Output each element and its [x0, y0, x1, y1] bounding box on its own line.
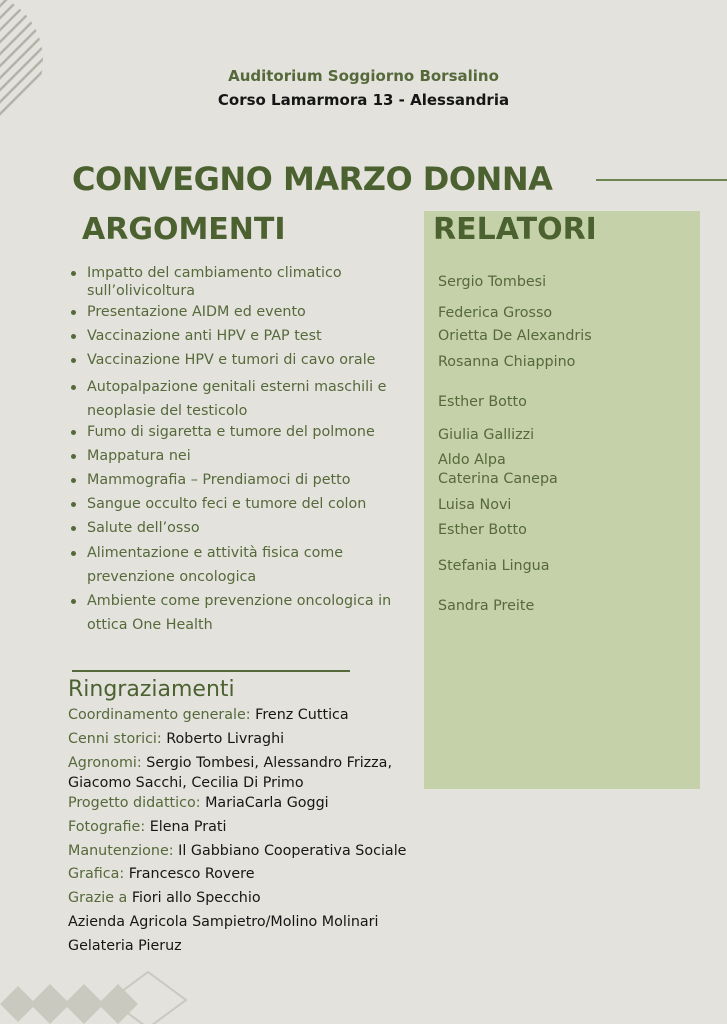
credit-role: Fotografie:	[68, 819, 146, 835]
credit-name: MariaCarla Goggi	[205, 795, 329, 811]
credit-role: Coordinamento generale:	[68, 707, 251, 723]
thanks-divider	[72, 670, 350, 672]
topic-item: Ambiente come prevenzione oncologica in ottica One Health	[68, 589, 413, 637]
speaker-name: Luisa Novi	[438, 497, 512, 513]
credit-line	[68, 731, 284, 747]
credit-name: Francesco Rovere	[128, 866, 255, 882]
topic-item: Autopalpazione genitali esterni maschili e neoplasie del testicolo	[68, 375, 413, 423]
speaker-name: Rosanna Chiappino	[438, 354, 576, 370]
credit-line	[68, 938, 182, 954]
speaker-name: Esther Botto	[438, 394, 527, 410]
topic-item: Alimentazione e attività fisica come prevenzione oncologica	[68, 541, 413, 589]
credit-name: Azienda Agricola Sampietro/Molino Molinari	[68, 914, 379, 930]
thanks-heading: Ringraziamenti	[68, 677, 235, 702]
speaker-name: Giulia Gallizzi	[438, 427, 535, 443]
topic-item: Vaccinazione HPV e tumori di cavo orale	[68, 351, 413, 369]
speaker-name: Stefania Lingua	[438, 558, 550, 574]
topic-item: Mappatura nei	[68, 447, 413, 465]
credit-role: Grafica:	[68, 866, 125, 882]
credit-line	[68, 755, 392, 771]
topic-item: Sangue occulto feci e tumore del colon	[68, 495, 413, 513]
credit-role: Manutenzione:	[68, 843, 174, 859]
topic-item: Vaccinazione anti HPV e PAP test	[68, 327, 413, 345]
speakers-heading: RELATORI	[433, 212, 597, 247]
credit-name: Giacomo Sacchi, Cecilia Di Primo	[68, 775, 304, 791]
topic-item: Presentazione AIDM ed evento	[68, 303, 413, 321]
speaker-name: Orietta De Alexandris	[438, 328, 592, 344]
credit-line	[68, 866, 255, 882]
topic-item: Fumo di sigaretta e tumore del polmone	[68, 423, 413, 441]
topics-list	[68, 264, 413, 637]
speaker-name: Caterina Canepa	[438, 471, 558, 487]
credit-name: Sergio Tombesi, Alessandro Frizza,	[146, 755, 392, 771]
credit-line	[68, 707, 349, 723]
page-title: CONVEGNO MARZO DONNA	[72, 160, 553, 198]
speaker-name: Sergio Tombesi	[438, 274, 547, 290]
credit-name: Fiori allo Specchio	[131, 890, 261, 906]
venue-address: Corso Lamarmora 13 - Alessandria	[217, 91, 510, 109]
credit-line	[68, 843, 406, 859]
diamond-pattern-decoration	[0, 970, 200, 1024]
title-divider	[596, 179, 727, 181]
speaker-name: Aldo Alpa	[438, 452, 506, 468]
credit-name: Il Gabbiano Cooperativa Sociale	[178, 843, 407, 859]
credit-line	[68, 914, 379, 930]
topic-item: Mammografia – Prendiamoci di petto	[68, 471, 413, 489]
credit-line	[68, 890, 261, 906]
speaker-name: Federica Grosso	[438, 305, 553, 321]
credit-role: Grazie a	[68, 890, 128, 906]
credit-line	[68, 775, 304, 791]
credit-line	[68, 795, 329, 811]
credit-line	[68, 819, 226, 835]
speaker-name: Sandra Preite	[438, 598, 535, 614]
topic-item: Impatto del cambiamento climatico sull’olivicoltura	[68, 264, 413, 300]
credit-name: Roberto Livraghi	[166, 731, 285, 747]
credit-role: Agronomi:	[68, 755, 142, 771]
venue-name: Auditorium Soggiorno Borsalino	[228, 67, 499, 85]
credit-role: Progetto didattico:	[68, 795, 201, 811]
credit-role: Cenni storici:	[68, 731, 162, 747]
credit-name: Frenz Cuttica	[255, 707, 349, 723]
topics-heading: ARGOMENTI	[82, 212, 286, 247]
topic-item: Salute dell’osso	[68, 519, 413, 537]
credit-name: Elena Prati	[149, 819, 227, 835]
speaker-name: Esther Botto	[438, 522, 527, 538]
credit-name: Gelateria Pieruz	[68, 938, 182, 954]
